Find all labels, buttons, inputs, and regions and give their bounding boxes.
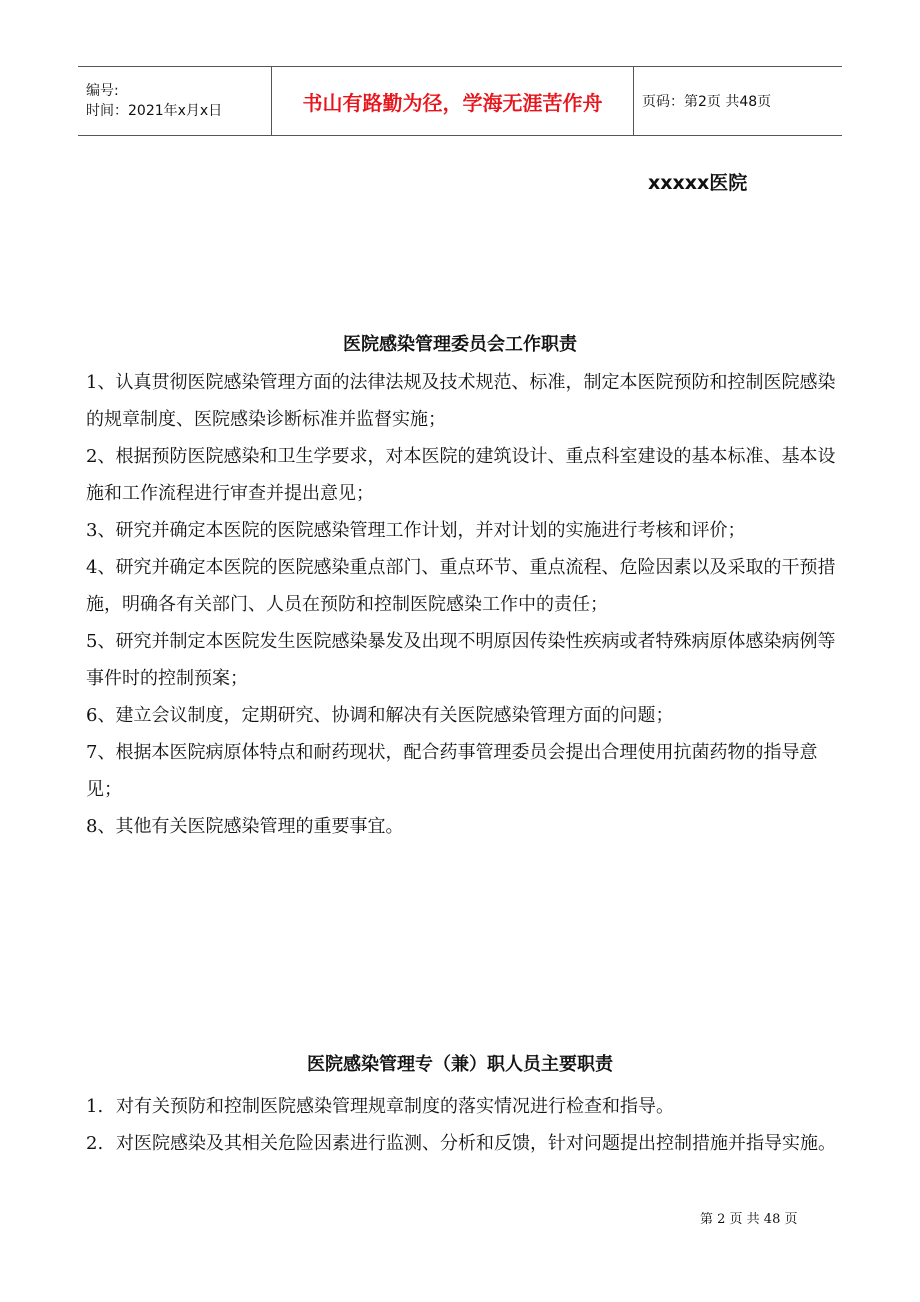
section1-title: 医院感染管理委员会工作职责 (343, 334, 577, 355)
header-page-info: 页码：第2页 共48页 (642, 94, 772, 110)
list-item (86, 1125, 836, 1162)
section1-item: 1、认真贯彻医院感染管理方面的法律法规及技术规范、标准，制定本医院预防和控制医院感染的规章制度、医院感染诊断标准并监督实施； (86, 372, 836, 430)
hospital-name: xxxxx医院 (648, 172, 748, 194)
list-item (86, 1088, 836, 1125)
page-header (78, 66, 842, 136)
section1-item: 8、其他有关医院感染管理的重要事宜。 (86, 816, 404, 837)
section2-title: 医院感染管理专（兼）职人员主要职责 (307, 1054, 613, 1075)
page-footer: 第 2 页 共 48 页 (700, 1212, 798, 1227)
section2-list (86, 1088, 836, 1162)
code-label: 编号: (86, 83, 119, 99)
section1-item: 6、建立会议制度，定期研究、协调和解决有关医院感染管理方面的问题； (86, 705, 674, 726)
section1-item: 4、研究并确定本医院的医院感染重点部门、重点环节、重点流程、危险因素以及采取的干预措施，明确各有关部门、人员在预防和控制医院感染工作中的责任； (86, 557, 836, 615)
section1-item: 5、研究并制定本医院发生医院感染暴发及出现不明原因传染性疾病或者特殊病原体感染病例等事件时的控制预案； (86, 631, 836, 689)
section1-item: 7、根据本医院病原体特点和耐药现状，配合药事管理委员会提出合理使用抗菌药物的指导意见； (86, 742, 818, 800)
item-text: 对有关预防和控制医院感染管理规章制度的落实情况进行检查和指导。 (116, 1096, 674, 1117)
time-label: 时间：2021年x月x日 (86, 103, 223, 119)
header-motto: 书山有路勤为径，学海无涯苦作舟 (272, 67, 634, 135)
header-meta (78, 67, 272, 135)
item-number: 1. (86, 1096, 104, 1117)
section1-list (86, 364, 836, 845)
item-text: 对医院感染及其相关危险因素进行监测、分析和反馈，针对问题提出控制措施并指导实施。 (116, 1133, 836, 1154)
item-number: 2. (86, 1133, 104, 1154)
section1-item: 2、根据预防医院感染和卫生学要求，对本医院的建筑设计、重点科室建设的基本标准、基本设施和工作流程进行审查并提出意见； (86, 446, 836, 504)
section1-item: 3、研究并确定本医院的医院感染管理工作计划，并对计划的实施进行考核和评价； (86, 520, 746, 541)
